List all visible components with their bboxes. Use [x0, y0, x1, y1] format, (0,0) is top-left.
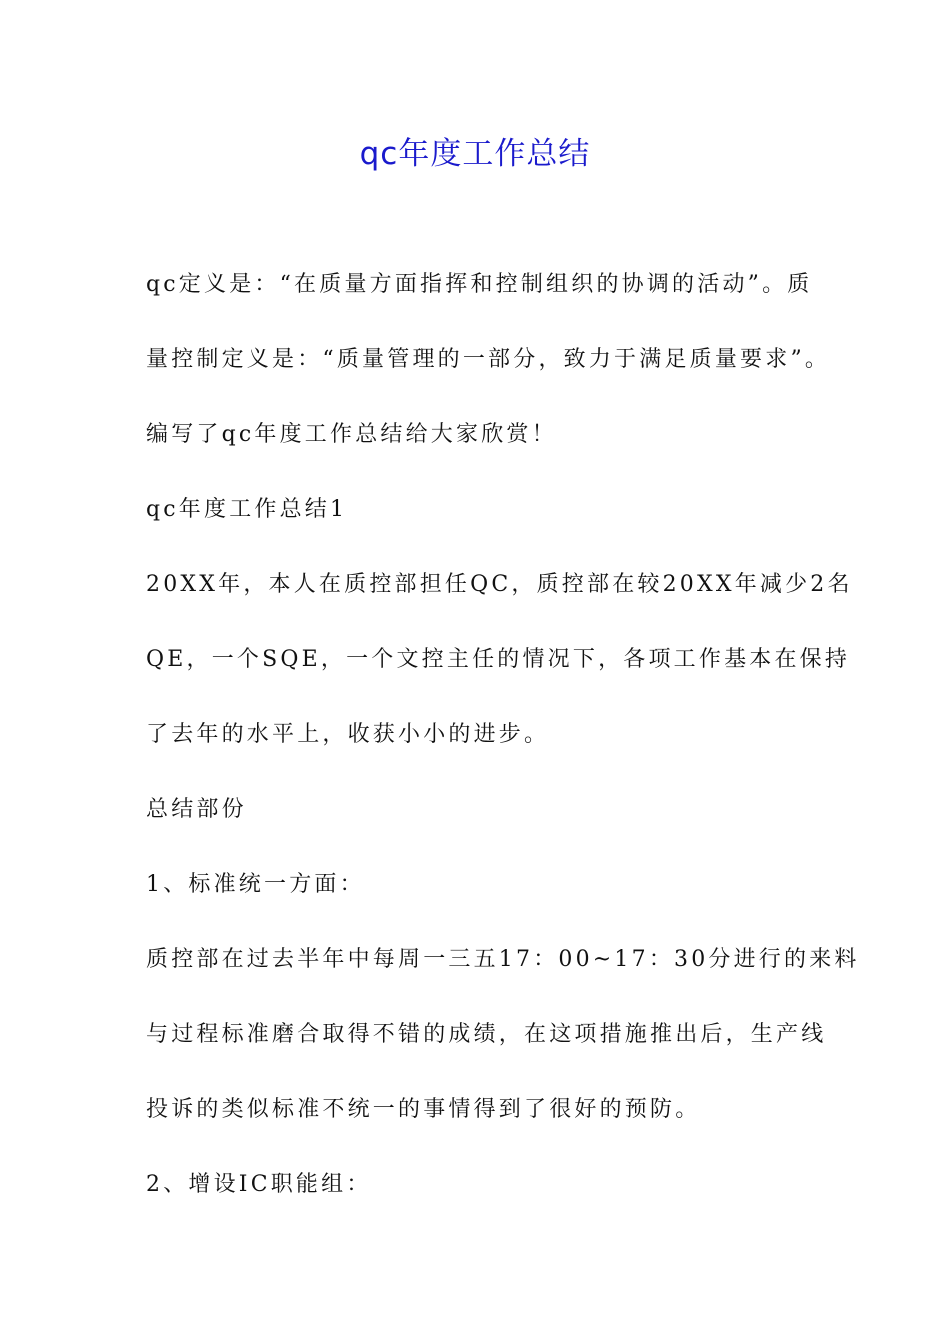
- list-item-heading-1: 1、标准统一方面：: [146, 872, 365, 897]
- document-title: qc年度工作总结: [359, 136, 591, 172]
- paragraph-line-7: 了去年的水平上，收获小小的进步。: [146, 722, 550, 747]
- paragraph-line-10: 质控部在过去半年中每周一三五17：00~17：30分进行的来料: [146, 947, 860, 972]
- subsection-heading: 总结部份: [146, 797, 247, 822]
- paragraph-line-5: 20XX年，本人在质控部担任QC，质控部在较20XX年减少2名: [146, 572, 853, 597]
- paragraph-line-12: 投诉的类似标准不统一的事情得到了很好的预防。: [146, 1097, 701, 1122]
- paragraph-line-6: QE，一个SQE，一个文控主任的情况下，各项工作基本在保持: [146, 647, 851, 672]
- list-item-heading-2: 2、增设IC职能组：: [146, 1172, 372, 1197]
- paragraph-line-3: 编写了qc年度工作总结给大家欣赏！: [146, 422, 557, 447]
- section-heading: qc年度工作总结1: [146, 497, 348, 522]
- paragraph-line-11: 与过程标准磨合取得不错的成绩，在这项措施推出后，生产线: [146, 1022, 827, 1047]
- paragraph-line-1: qc定义是：“在质量方面指挥和控制组织的协调的活动”。质: [146, 272, 813, 297]
- paragraph-line-2: 量控制定义是：“质量管理的一部分，致力于满足质量要求”。: [146, 347, 831, 372]
